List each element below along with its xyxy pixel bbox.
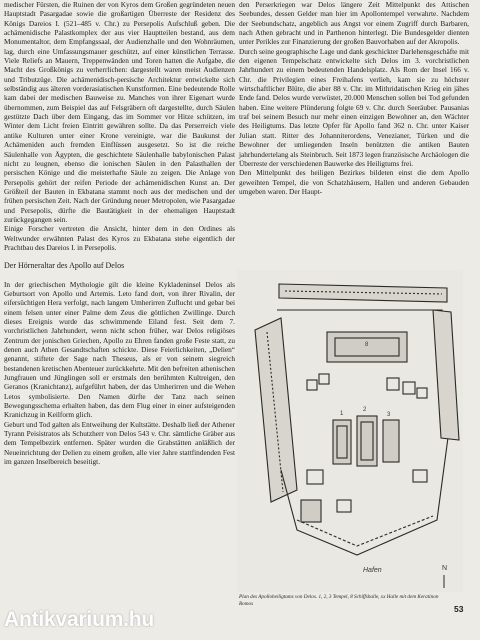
paragraph: Den Mittelpunkt des heiligen Bezirkes bildeten einst die dem Apollo geweihten Tempel, die von Schatzhäusern, Hallen und anderen Gebauden umgeben waren. Der Haupt-: [239, 168, 469, 196]
paragraph: den Perserkriegen war Delos längere Zeit Mittelpunkt des Attischen Seebundes, dessen Gelder man hier im Apollontempel verwahrte. Nachdem der Seebundschatz, angeblich aus Angst vor einem Zugriff durch Barbaren, nach Athen gebracht und in Parthenon hinterlegt. Die Bundesgelder dienten unter Perikles zur Finanzierung der großen Bauvorhaben auf der Akropolis.: [239, 0, 469, 47]
section-heading: Der Hörneraltar des Apollo auf Delos: [4, 261, 125, 271]
paragraph: Einige Forscher vertreten die Ansicht, hinter dem in den Ordines als Weltwunder erwähnten Palast des Kyros zu Ekbatana stehe eigentlich der Prachtbau des Dareios I. in Persepolis.: [4, 224, 235, 252]
figure-caption: Plan des Apolloheiligtums von Delos. 1, 2, 3 Tempel, 8 Schiffshalle, xx Halle mit dem Keratinon Bomos: [239, 594, 439, 607]
harbour-label: Hafen: [363, 567, 382, 574]
north-label: N: [442, 565, 448, 572]
plan-number: 8: [365, 342, 369, 348]
temple-1: [333, 420, 351, 464]
paragraph: Durch seine geographische Lage und dank geschickter Darlehensgeschäfte mit den eigenen Tempelschatz entwickelte sich Delos im 3. vorchristlichen Jahrhundert zu einem bedeutenden Handelsplatz. Als Rom der Insel 166 v. Chr. die Privilegien eines Freihafens verlieh, kam sie zu höchster wirtschaftlicher Blüte, die aber 88 v. Chr. im Mithridatischen Krieg ein jähes Ende fand. Delos wurde verwüstet, 20.000 Menschen sollen bei Tod gefunden haben. Eine weitere Plünderung folgte 69 v. Chr. durch Seeräuber. Pausanias traf bei seinem Besuch nur mehr einen einzigen Bewohner an, den Wächter des Heiligtums. Das letzte Opfer für Apollo fand 362 n. Chr. unter Kaiser Julian statt. Ritter des Johanniterordens, Venezianer, Türken und die Bewohner der umliegenden Inseln benützten die antiken Bauten jahrhundertelang als Steinbruch. Seit 1873 legen französische Archäologen die Überreste der verschiedenen Bauwerke des Heiligtums frei.: [239, 46, 469, 168]
paragraph: In der griechischen Mythologie gilt die kleine Kykladeninsel Delos als Geburtsort von Apollo und Artemis. Leto fand dort, von ihrer Rivalin, der eifersüchtigen Hera verfolgt, nach langem Umherirren Zuflucht und gebar bei einem felsen unter einer Palme dem Zeus die göttlichen Zwillinge. Durch dieses Ereignis wurde das schwimmende Eiland fest. Seit dem 7. vorchristlichen Jahrhundert, wenn nicht schon früher, war Delos religiöses Zentrum der jonischen Griechen, Apollo zu Ehren fanden große Feste statt, zu denen auch Athen Gesandtschaften schickte. Diese Feierlichkeiten, „Delien“ genannt, stiftete der Sage nach Theseus, als er von seinem siegreich bestandenen kretischen Abenteuer zurückkehrte. Mit den befreiten athenischen Jungfrauen und Jünglingen soll er erstmals den berühmten Kultreigen, den Geranos (Kranichtanz), aufgeführt haben, der das Umherirren und die Wehen Letos symbolisierte. Den Namen dürfte der Tanz nach seinen Bewegungsschema erhalten haben, das dem Flug einer in einer aufsteigenden Kranichzug in Keilform glich.: [4, 279, 235, 420]
paragraph: medischer Fürsten, die Ruinen der von Kyros dem Großen gegründeten neuen Hauptstadt Pasargadae sowie die großartigen Überreste der Residenz des Königs Dareios I. (521–485 v. Chr.) zu Persepolis Aufschluß geben. Die achämenidische Palastkomplex der aus vier Hauptteilen bestand, aus dem Monumentaltor, dem Empfangssaal, der Audienzhalle und den Wohnräumen, lag, durch eine Umfassungsmauer geschützt, auf einer künstlichen Terrasse. Viele Reliefs an Mauern, Treppenwänden und Toren hatten die Aufgabe, die Macht des Großkönigs zu verherrlichen: dargestellt waren meist Audienzen und Tributzüge. Die achämenidisch-persische Architektur entwickelte sich selbständig aus älteren vorderasiatischen Kunstformen. Eine bedeutende Rolle kam dabei der medischen Bauweise zu. Manches von ihrer Eigenart wurde übernommen, zum Beispiel das auf Felsgräbern oft dargestellte, durch Säulen gestützte Dach über dem Eingang, das im Sommer vor Hitze schützen, im Winter dem Licht freien Eintritt gewähren sollte. Da das Perserreich viele antike Kulturen unter einer Krone vereinigte, war die Baukunst der Achämeniden auch fremden Einflüssen ausgesetzt. So ist die reiche Säulenhalle von Ägypten, die geschichtete Säulenhalle babylonischen Palast nicht zu leugnen, ebenso die ionischen Säulen in den Palasthallen der persischen Könige und die meisterhafte Säule zu zeigen. Die Anlage von Persepolis gehört der reifen Periode der achämenidischen Kunst an. Der Größteil der Bauten in Ekbatana stammt noch aus der medischen und der frühen persischen Zeit. Nach der Gründung neuer Metropolen, wie Pasargadae und Persepolis, dürfte die Bautätigkeit in der ehemaligen Hauptstadt zurückgegangen sein.: [4, 0, 235, 224]
right-text-column: [239, 0, 469, 196]
plan-number: 2: [363, 407, 367, 413]
watermark: Antikvarium.hu: [4, 608, 155, 631]
plan-number: 3: [387, 412, 391, 418]
temple-2: [357, 416, 377, 466]
left-text-column: [0, 0, 235, 467]
temple-3: [383, 420, 399, 462]
plan-number: 1: [340, 411, 344, 417]
page-number: 53: [454, 604, 464, 614]
sanctuary-plan-figure: [237, 270, 463, 592]
paragraph: Geburt und Tod galten als Entweihung der Kultstätte. Deshalb ließ der Athener Tyrann Peisistratos als Schutzherr von Delos 543 v. Chr. sämtliche Gräber aus dem Tempelbezirk entfernen. Später wurden die Grabstätten anläßlich der Neueinrichtung der Delien zu einem großen, alle vier Jahre stattfindenden Fest im ganzen Inselbereich beseitigt.: [4, 419, 235, 467]
